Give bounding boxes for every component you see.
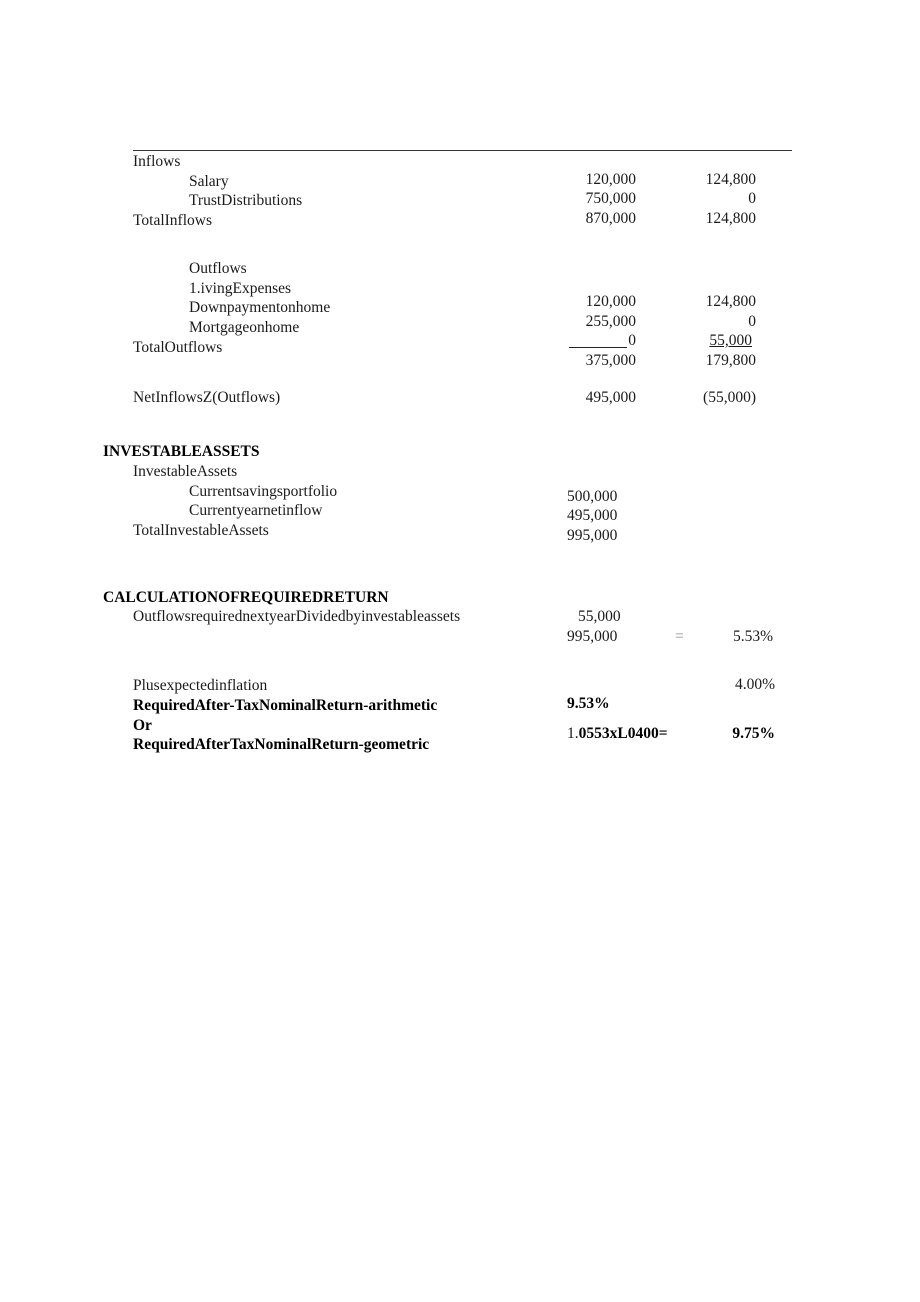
total-inflows-y2: 124,800 [705, 210, 756, 227]
investable-heading: INVESTABLEASSETS [103, 443, 260, 460]
or-label: Or [133, 717, 152, 734]
inflows-label: Inflows [133, 153, 181, 170]
arith-label: RequiredAfter-TaxNominalReturn-arithmetic [133, 697, 438, 714]
living-expenses-label: 1.ivingExpenses [189, 280, 292, 297]
ratio-label: OutflowsrequirednextyearDividedbyinvestableassets [133, 608, 461, 625]
mortgage-label: Mortgageonhome [189, 319, 300, 336]
trust-y2: 0 [748, 190, 756, 207]
geo-value: 9.75% [732, 725, 775, 742]
net-y1: 495,000 [585, 389, 636, 406]
trust-label: TrustDistributions [189, 192, 303, 209]
total-outflows-y1-line: 0 [628, 332, 636, 349]
trust-y1: 750,000 [585, 190, 636, 207]
ratio-denominator: 995,000 [567, 628, 618, 645]
total-inflows-label: TotalInflows [133, 212, 212, 229]
total-inflows-y1: 870,000 [585, 210, 636, 227]
savings-value: 500,000 [567, 488, 618, 505]
savings-label: Currentsavingsportfolio [189, 483, 338, 500]
inflation-label: Plusexpectedinflation [133, 677, 268, 694]
net-inflow-value: 495,000 [567, 507, 618, 524]
investable-total-label: TotalInvestableAssets [133, 522, 269, 539]
top-rule [133, 150, 792, 151]
geo-label: RequiredAfterTaxNominalReturn-geometric [133, 736, 430, 753]
geo-formula-prefix: 1. [567, 725, 579, 742]
salary-label: Salary [189, 173, 229, 190]
down-payment-y1: 120,000 [585, 293, 636, 310]
down-payment-y2: 124,800 [705, 293, 756, 310]
investable-total-value: 995,000 [567, 527, 618, 544]
total-outflows-y1: 375,000 [585, 352, 636, 369]
mortgage-y1: 255,000 [585, 313, 636, 330]
geo-formula-rest: 0553xL0400= [578, 725, 668, 742]
investable-sub-label: InvestableAssets [133, 463, 238, 480]
inflation-value: 4.00% [734, 676, 775, 693]
net-label: NetInflowsZ(Outflows) [133, 389, 281, 406]
salary-y1: 120,000 [585, 171, 636, 188]
geo-formula [567, 726, 668, 742]
outflows-label: Outflows [189, 260, 247, 277]
arith-value: 9.53% [567, 695, 610, 712]
required-return-heading: CALCULATIONOFREQUIREDRETURN [103, 589, 389, 606]
ratio-equals: = [675, 628, 684, 645]
total-outflows-y2-line: 55,000 [709, 332, 752, 349]
net-y2: (55,000) [703, 389, 756, 406]
total-outflows-y2: 179,800 [705, 352, 756, 369]
down-payment-label: Downpaymentonhome [189, 299, 331, 316]
salary-y2: 124,800 [705, 171, 756, 188]
net-inflow-label: Currentyearnetinflow [189, 502, 323, 519]
ratio-result: 5.53% [732, 628, 773, 645]
mortgage-y2: 0 [748, 313, 756, 330]
ratio-numerator: 55,000 [578, 608, 621, 625]
total-outflows-label: TotalOutflows [133, 339, 223, 356]
